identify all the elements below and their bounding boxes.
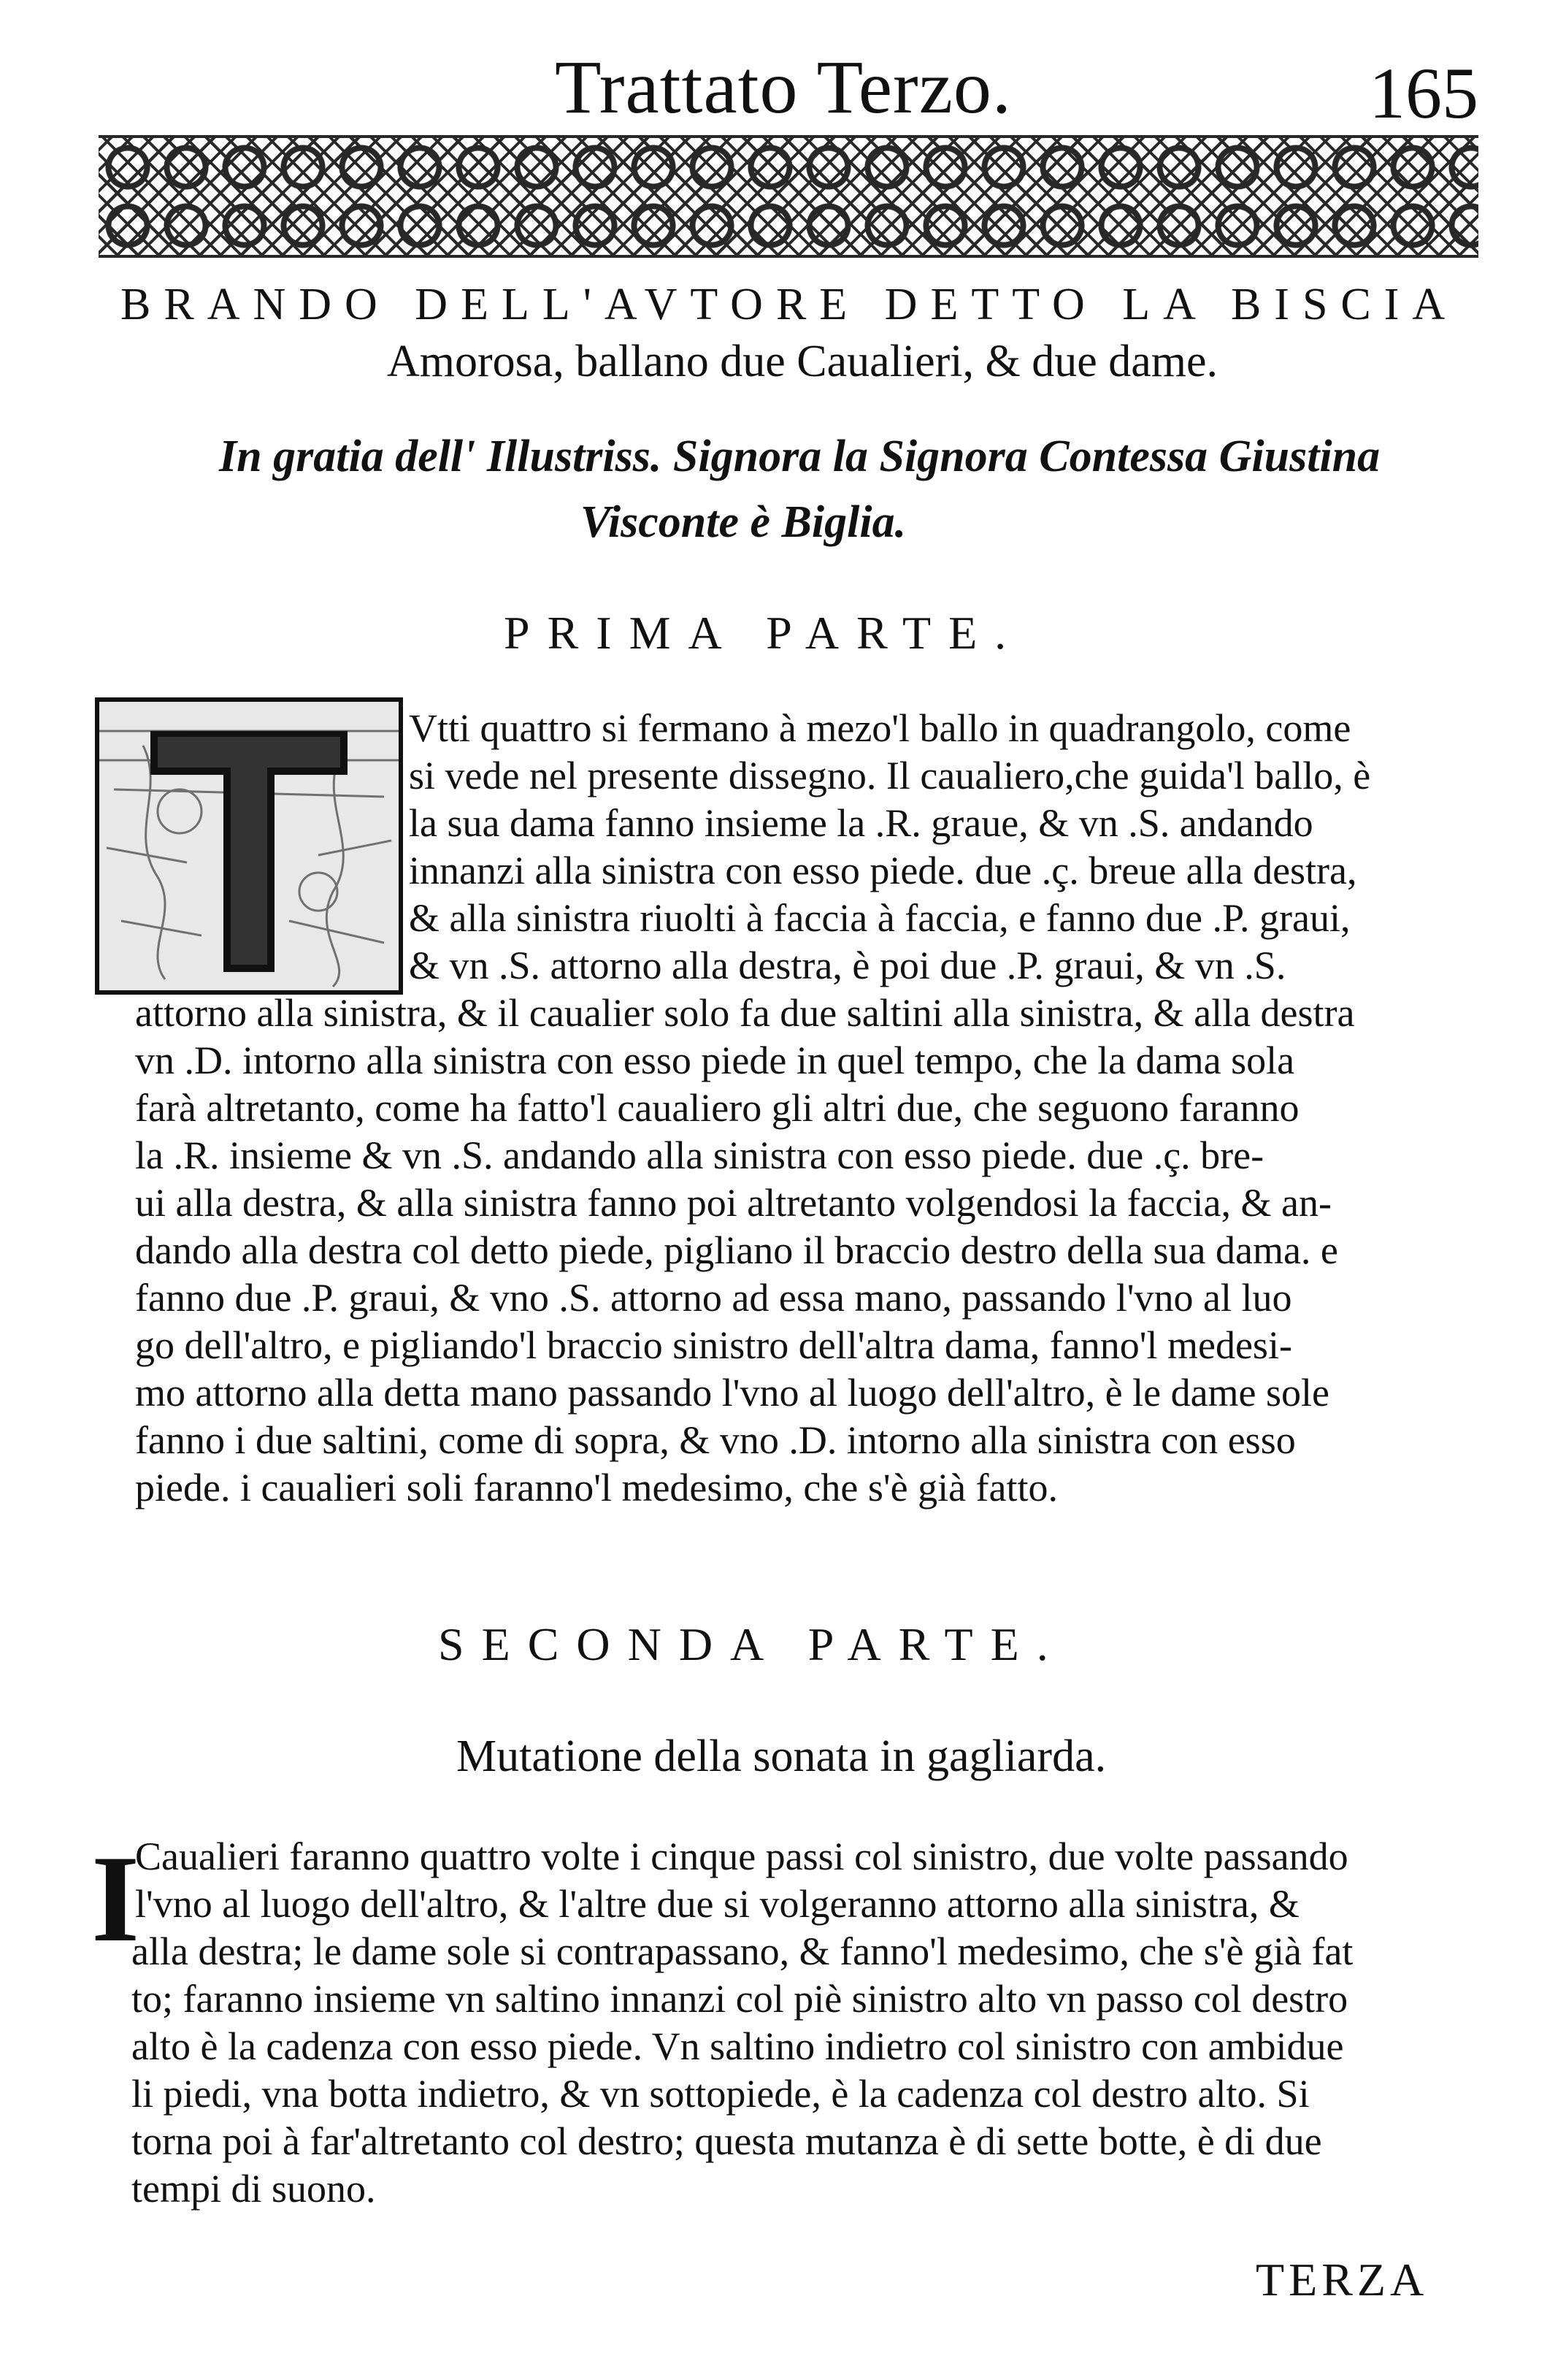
paragraph-line: si vede nel presente dissegno. Il caualiero,che guida'l ballo, è — [409, 754, 1371, 797]
paragraph-line: tempi di suono. — [131, 2167, 376, 2211]
paragraph-line: l'vno al luogo dell'altro, & l'altre due si volgeranno attorno alla sinistra, & — [135, 1882, 1300, 1926]
section-heading: SECONDA PARTE. — [438, 1618, 1066, 1670]
paragraph-line: li piedi, vna botta indietro, & vn sottopiede, è la cadenza col destro alto. Si — [131, 2072, 1310, 2116]
paragraph-line: attorno alla sinistra, & il caualier solo fa due saltini alla sinistra, & alla destra — [135, 991, 1355, 1035]
title-line: Amorosa, ballano due Caualieri, & due dame. — [387, 337, 1218, 386]
initial-letter: I — [91, 1830, 140, 1967]
paragraph-line: innanzi alla sinistra con esso piede. due .ç. breue alla destra, — [409, 849, 1357, 892]
paragraph-line: & alla sinistra riuolti à faccia à faccia, e fanno due .P. graui, — [409, 896, 1351, 940]
paragraph-line: torna poi à far'altretanto col destro; questa mutanza è di sette botte, è di due — [131, 2119, 1322, 2163]
paragraph-line: alto è la cadenza con esso piede. Vn saltino indietro col sinistro con ambidue — [131, 2024, 1344, 2068]
paragraph-line: fanno due .P. graui, & vno .S. attorno ad essa mano, passando l'vno al luo — [135, 1276, 1292, 1320]
woodcut-initial-t-image — [95, 697, 403, 995]
ornamental-band — [99, 135, 1478, 258]
page-number: 165 — [1369, 53, 1478, 134]
paragraph-line: vn .D. intorno alla sinistra con esso piede in quel tempo, che la dama sola — [135, 1038, 1295, 1082]
paragraph-line: mo attorno alla detta mano passando l'vno al luogo dell'altro, è le dame sole — [135, 1371, 1330, 1415]
paragraph-line: dando alla destra col detto piede, pigliano il braccio destro della sua dama. e — [135, 1228, 1338, 1272]
paragraph-line: ui alla destra, & alla sinistra fanno poi altretanto volgendosi la faccia, & an- — [135, 1181, 1332, 1225]
paragraph-line: piede. i caualieri soli faranno'l medesimo, che s'è già fatto. — [135, 1466, 1058, 1509]
dedication-line: In gratia dell' Illustriss. Signora la Signora Contessa Giustina — [219, 432, 1381, 481]
paragraph-line: Vtti quattro si fermano à mezo'l ballo in quadrangolo, come — [409, 706, 1351, 750]
paragraph-line: fanno i due saltini, come di sopra, & vno .D. intorno alla sinistra con esso — [135, 1418, 1296, 1462]
section-heading: PRIMA PARTE. — [504, 607, 1024, 659]
paragraph-line: to; faranno insieme vn saltino innanzi col piè sinistro alto vn passo col destro — [131, 1977, 1348, 2021]
paragraph-line: la .R. insieme & vn .S. andando alla sinistra con esso piede. due .ç. bre- — [135, 1133, 1264, 1177]
running-head: Trattato Terzo. — [555, 45, 1012, 129]
dedication-line: Visconte è Biglia. — [580, 497, 907, 547]
catchword: TERZA — [1256, 2254, 1429, 2306]
paragraph-line: la sua dama fanno insieme la .R. graue, & vn .S. andando — [409, 801, 1313, 845]
paragraph-line: Caualieri faranno quattro volte i cinque passi col sinistro, due volte passando — [135, 1834, 1348, 1878]
section-subheading: Mutatione della sonata in gagliarda. — [456, 1732, 1107, 1781]
paragraph-line: alla destra; le dame sole si contrapassano, & fanno'l medesimo, che s'è già fat — [131, 1929, 1354, 1973]
title-line: BRANDO DELL'AVTORE DETTO LA BISCIA — [120, 280, 1459, 329]
paragraph-line: go dell'altro, e pigliando'l braccio sinistro dell'altra dama, fanno'l medesi- — [135, 1323, 1292, 1367]
paragraph-line: farà altretanto, come ha fatto'l caualiero gli altri due, che seguono faranno — [135, 1086, 1300, 1130]
paragraph-line: & vn .S. attorno alla destra, è poi due .P. graui, & vn .S. — [409, 944, 1286, 987]
